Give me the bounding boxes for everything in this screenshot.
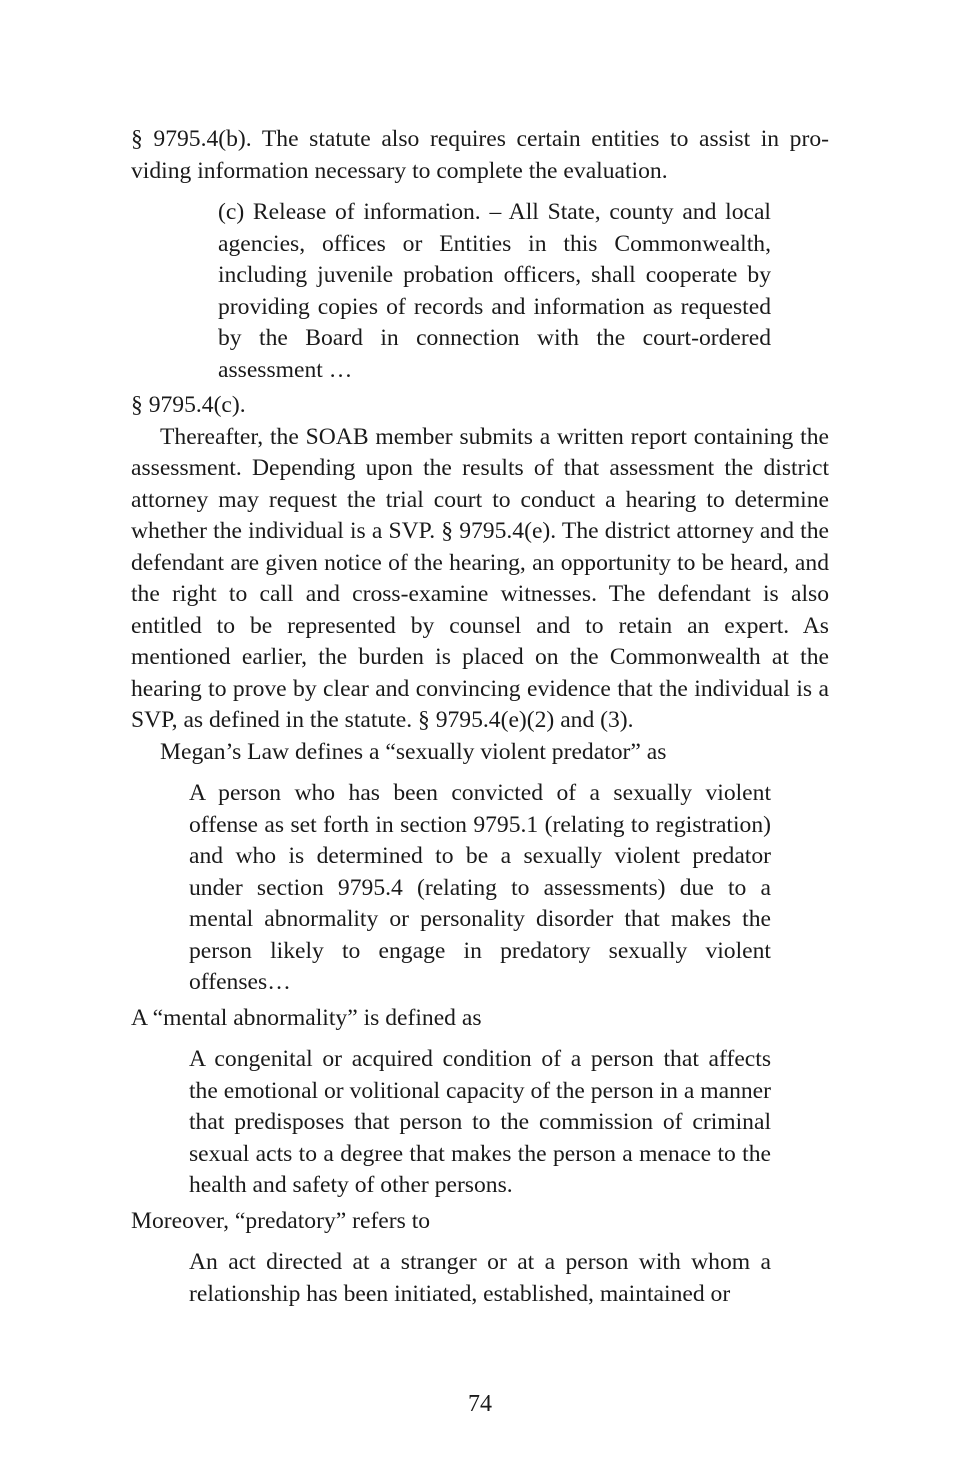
block-quote-predatory: An act directed at a stranger or at a person with whom a relationship has been initiated, established, maintained or xyxy=(189,1249,771,1307)
page-number: 74 xyxy=(468,1391,492,1417)
block-quote-release-of-information: (c) Release of information. – All State, county and local agencies, offices or Entities in this Commonwealth, including juvenile probation officers, shall cooperate by providing copies of records and information as requested by the Board in connection with the court-ordered assessment … xyxy=(218,199,771,383)
paragraph-mental-abnormality-intro: A “mental abnormality” is defined as xyxy=(131,1004,482,1031)
paragraph-svp-definition-intro: Megan’s Law defines a “sexually violent predator” as xyxy=(160,738,667,765)
page-body xyxy=(131,124,829,1314)
block-quote-svp-definition: A person who has been convicted of a sexually violent offense as set forth in section 9795.1 (relating to registration) and who is determined to be a sexually violent predator under section 9795.4 (relating to assessments) due to a mental abnormality or personality disorder that makes the person likely to engage in predatory sexually violent offenses… xyxy=(189,780,771,995)
block-quote-mental-abnormality: A congenital or acquired condition of a person that affects the emotional or volitional capacity of the person in a manner that predisposes that person to the commission of criminal sexual acts to a degree that makes the person a menace to the health and safety of other persons. xyxy=(189,1046,771,1198)
citation-9795-4-c: § 9795.4(c). xyxy=(131,392,246,418)
paragraph-predatory-intro: Moreover, “predatory” refers to xyxy=(131,1207,431,1234)
paragraph-statute-reference: § 9795.4(b). The statute also requires certain entities to assist in providing information necessary to complete the evaluation. xyxy=(131,126,829,184)
paragraph-soab-report: Thereafter, the SOAB member submits a written report containing the assessment. Depending upon the results of that assessment the district attorney may request the trial court to conduct a hearing to determine whether the individual is a SVP. § 9795.4(e). The district attorney and the defendant are given notice of the hearing, an opportunity to be heard, and the right to call and cross-examine witnesses. The defendant is also entitled to be represented by counsel and to retain an expert. As mentioned earlier, the burden is placed on the Commonwealth at the hearing to prove by clear and convincing evidence that the individual is a SVP, as defined in the statute. § 9795.4(e)(2) and (3). xyxy=(131,423,829,733)
